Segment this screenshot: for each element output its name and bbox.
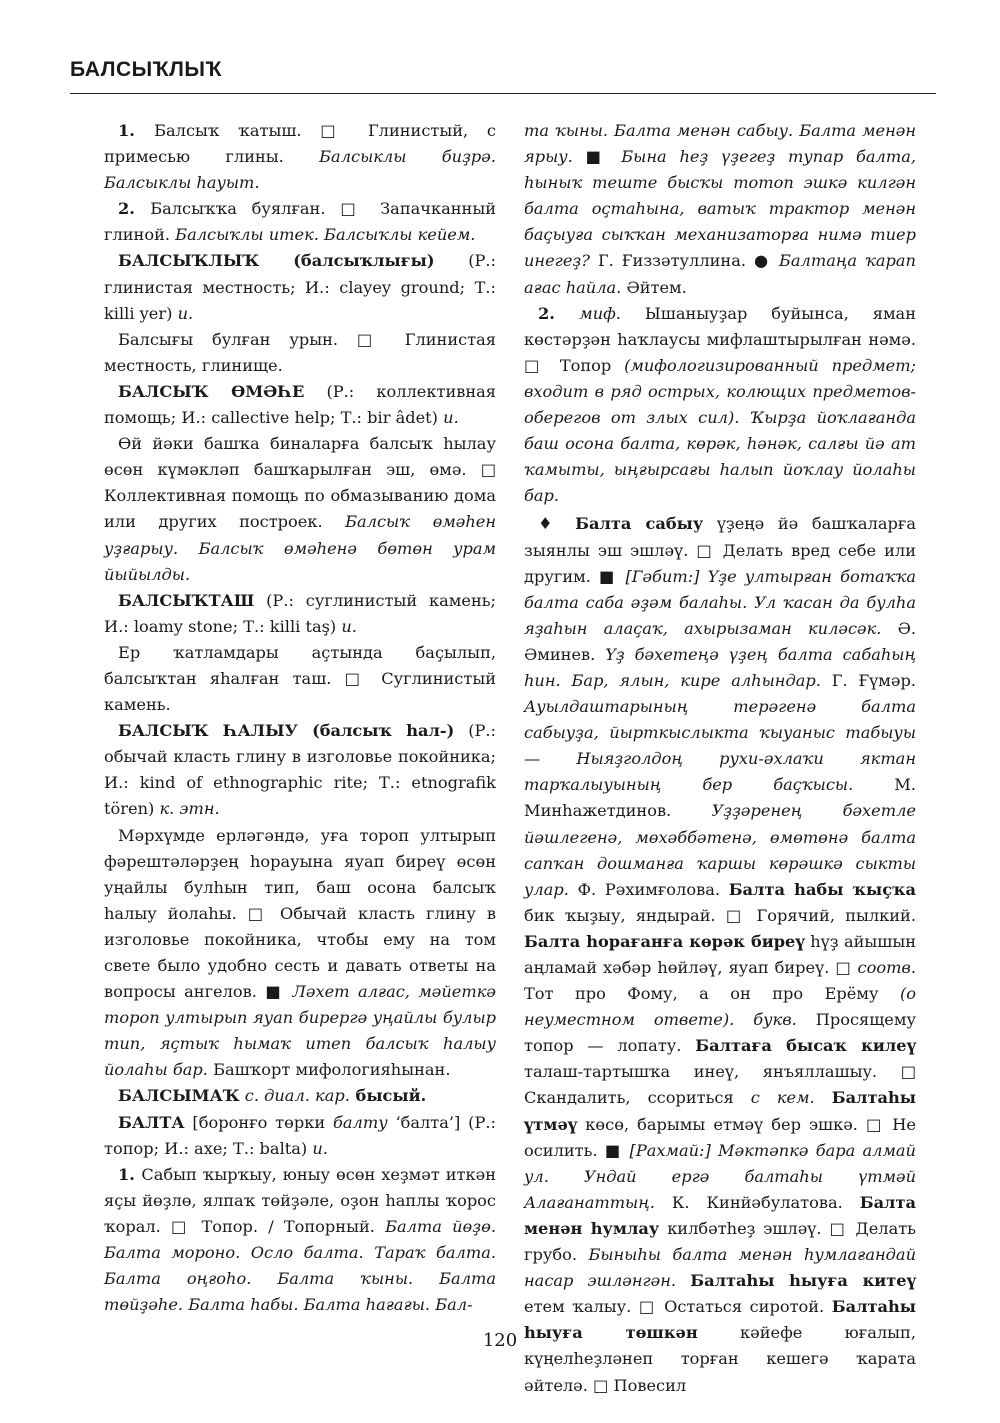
body-text: һүҙ айышын аңламай хәбәр һөйләү, яуап биреү. □ — [524, 931, 917, 977]
dictionary-paragraph — [104, 248, 496, 326]
headword-text: БАЛТА — [118, 1112, 185, 1132]
body-text: Әйтем. — [621, 277, 687, 297]
italic-text: Ләхет алғас, мәйеткә тороп ултырып яуап бирергә уңайлы булыр тип, яҫтыҡ һымаҡ итеп балсыҡ һалыу йолаһы бар. — [104, 982, 496, 1080]
body-text — [676, 1271, 690, 1290]
header-rule — [70, 93, 936, 94]
italic-text: с кем. — [750, 1088, 815, 1108]
dictionary-paragraph — [104, 379, 496, 431]
body-text: (Р.: обычай класть глину в изголовье покойника; И.: kind of ethnographic rite; Т.: etnografik tören) — [104, 721, 496, 819]
dictionary-paragraph — [104, 118, 496, 196]
body-text: Балсығы булған урын. □ Глинистая местность, глинище. — [104, 329, 496, 375]
italic-text: [Рахмай:] Мәктәпкә бара алмай ул. Ундай ергә балтаһы үтмәй Алағанаттың. — [524, 1140, 916, 1212]
body-text: Г. Ғиззәтуллина. ● — [589, 251, 780, 271]
headword-text: БАЛСЫҠТАШ — [118, 590, 255, 610]
italic-text: Балсыклы биҙрә. Балсыклы һауыт. — [104, 147, 496, 193]
headword-text: Балтаға бысаҡ килеү — [695, 1036, 917, 1056]
body-text: ‘балта’] (Р.: топор; И.: axe; Т.: balta) — [104, 1112, 496, 1158]
italic-text: Уҙҙәренең бәхетле йәшлегенә, мөхәббәтенә, өмөтөнә балта сапҡан дошманға ҡаршы көрәшкә сыкты улар. — [524, 801, 916, 899]
italic-text: [Гәбит:] Үҙе ултырған ботаҡҡа балта саба әҙәм балаһы. Ул ҡасан да булһа яҙаһын алаҫаҡ, ахырызаман киләсәк. — [524, 566, 917, 638]
body-text: (Р.: суглинистый камень; И.: loamy stone; Т.: killi taş) — [104, 590, 496, 636]
body-text: бик ҡыҙыу, яндырай. □ Горячий, пылкий. — [524, 905, 916, 925]
body-text: Ышаныуҙар буйынса, яман көстәрҙән һаҡлаусы мифлаштырылған нәмә. □ Топор — [524, 303, 916, 375]
page-number: 120 — [482, 1330, 518, 1351]
headword-text: ♦ Балта сабыу — [538, 514, 704, 534]
right-column — [524, 118, 916, 1399]
italic-text: миф. — [579, 303, 621, 323]
left-column — [104, 118, 496, 1318]
headword-text: БАЛСЫҠЛЫҠ (балсыҡлығы) — [118, 251, 435, 271]
italic-text: и. — [443, 408, 459, 428]
dictionary-paragraph — [104, 1162, 496, 1319]
dictionary-paragraph — [104, 1110, 496, 1162]
body-text: үҙеңә йә башҡаларға зыянлы эш эшләү. □ Делать вред себе или другим. ■ — [524, 514, 916, 586]
headword-text: БАЛСЫМАҠ — [118, 1086, 240, 1106]
body-text: М. Минһажетдинов. — [524, 775, 916, 821]
body-text: Өй йәки башҡа биналарға балсыҡ һылау өсөн күмәкләп башҡарылған эш, өмә. □ Коллективная помощь по обмазыванию дома или других построек. — [104, 434, 496, 532]
body-text: Балсыҡҡа буялған. □ Запачканный глиной. — [104, 199, 496, 245]
headword-text: БАЛСЫҠ ӨМӘҺЕ — [118, 381, 305, 401]
italic-text: и. — [312, 1138, 328, 1158]
body-text: Ер ҡатламдары аҫтында баҫылып, балсыҡтан яһалған таш. □ Суглинистый камень. — [104, 642, 496, 715]
body-text: талаш-тартышҡа инеү, янъяллашыу. □ Скандалить, ссориться — [524, 1062, 916, 1108]
headword-text: Балта һорағанға көрәк биреү — [524, 931, 805, 951]
body-text: Мәрхүмде ерләгәндә, уға тороп ултырып фәрештәләрҙең һорауына яуап биреү өсөн уңайлы булһын тип, баш осона балсыҡ һалыу йолаһы. □ Обычай класть глину в изголовье покойника, чтобы ему на том свете было удобно сесть и давать ответы на вопросы ангелов. ■ — [104, 825, 496, 1002]
body-text: Башҡорт мифологияһынан. — [207, 1060, 451, 1080]
body-text — [815, 1088, 832, 1107]
dictionary-paragraph — [104, 1083, 496, 1109]
italic-text: Ауылдаштарының терәгенә балта сабыуҙа, йырткыслыкта ҡыуаныс табыуы — Ныяҙголдоң рухи-әхлаҡи яктан тарҡалыуының бер баҫҡысы. — [524, 697, 916, 795]
headword-text: Балта менән һумлау — [524, 1192, 916, 1238]
dictionary-paragraph — [524, 118, 916, 301]
body-text: К. Кинйәбулатова. — [654, 1192, 860, 1212]
italic-text: к. этн. — [159, 799, 220, 819]
headword-text: 1. — [118, 1164, 142, 1184]
headword-text: 2. — [118, 199, 151, 219]
italic-text: с. диал. кар. — [239, 1086, 350, 1106]
italic-text: (о неуместном ответе). букв. — [524, 984, 916, 1030]
headword-text: Балта һабы ҡыҫҡа — [728, 879, 916, 899]
body-text: килбәтһеҙ эшләү. □ Делать грубо. — [524, 1218, 916, 1265]
headword-text: Балтаһы һыуға төшкән — [524, 1297, 916, 1343]
body-text: көсө, барымы етмәү бер эшкә. □ Не осилить. ■ — [524, 1114, 916, 1160]
dictionary-paragraph — [524, 511, 916, 1398]
italic-text: Бына һеҙ үҙегеҙ тупар балта, һыныҡ теште бысҡы тотоп эшкә килгән балта оҫтаһына, ватыҡ трактор менән баҫыуға сыҡҡан механизаторға нимә тиер инегеҙ? — [524, 147, 916, 271]
headword-text: 2. — [538, 303, 580, 323]
italic-text: и. — [177, 303, 194, 323]
italic-text: соотв. — [857, 958, 916, 977]
headword-text: БАЛСЫҠ ҺАЛЫУ (балсыҡ һал-) — [118, 721, 455, 741]
headword-text: Балтаһы һыуға китеү — [690, 1271, 916, 1291]
italic-text: Балсыҡлы итек. Балсыҡлы кейем. — [175, 225, 476, 245]
dictionary-paragraph — [104, 640, 496, 718]
body-text: Балсыҡ ҡатыш. □ Глинистый, с примесью глины. — [104, 121, 496, 167]
body-text: Сабып ҡырҡыу, юныу өсөн хеҙмәт иткән яҫы йөҙлө, ялпаҡ төйҙәле, оҙон һаплы ҡорос ҡорал. □ Топор. / Топорный. — [104, 1164, 496, 1236]
italic-text: Үҙ бәхетеңә үҙең балта сабаһың һин. Бар, ялын, кире алһындар. — [524, 644, 916, 690]
headword-text: Балтаһы үтмәү — [524, 1088, 916, 1134]
headword-text: 1. — [118, 121, 155, 140]
italic-text: Быныһы балта менән һумлағандай насар эшләнгән. — [524, 1245, 916, 1291]
body-text: кәйефе юғалып, күңелһеҙләнеп торған кешегә ҡарата әйтелә. □ Повесил — [524, 1323, 916, 1395]
body-text: Г. Ғүмәр. — [820, 670, 916, 690]
italic-text: и. — [341, 616, 357, 636]
body-text: ■ — [572, 147, 622, 167]
dictionary-paragraph — [104, 327, 496, 379]
dictionary-paragraph — [104, 718, 496, 822]
italic-text: Балсыҡ өмәһен уҙғарыу. Балсыҡ өмәһенә бөтөн урам йыйылды. — [104, 512, 496, 584]
italic-text: балту — [333, 1112, 388, 1132]
body-text: етем ҡалыу. □ Остаться сиротой. — [524, 1297, 832, 1317]
body-text: (Р.: коллективная помощь; И.: callective help; Т.: bir âdet) — [104, 381, 496, 428]
dictionary-paragraph — [104, 196, 496, 248]
body-text: Тот про Фому, а он про Ерёму — [524, 984, 900, 1004]
body-text: Ә. Әминев. — [524, 618, 916, 664]
dictionary-paragraph — [104, 588, 496, 640]
body-text: [боронғо төрки — [184, 1112, 334, 1132]
italic-text: Балта йөҙө. Балта мороно. Осло балта. Тараҡ балта. Балта оңғоһо. Балта ҡыны. Балта төйҙәһе. Балта һабы. Балта һағағы. Бал- — [104, 1216, 496, 1315]
headword-text: бысый. — [349, 1086, 427, 1106]
body-text: (Р.: глинистая местность; И.: clayey ground; Т.: killi yer) — [104, 251, 496, 323]
dictionary-paragraph — [104, 823, 496, 1084]
italic-text: (мифологизированный предмет; входит в ряд острых, колющих предметов-оберегов от злых сил). Ҡырҙа йоҡлағанда баш осона балта, көрәк, һәнәк, салғы йә ат ҡамыты, ыңғырсағы һалып йоҡлау йолаһы бар. — [524, 355, 917, 506]
italic-text: Балтаңа ҡарап ағас һайла. — [524, 251, 916, 297]
dictionary-paragraph — [104, 431, 496, 588]
body-text: Ф. Рәхимғолова. — [568, 879, 729, 899]
running-head: БАЛСЫҠЛЫҠ — [70, 58, 222, 81]
italic-text: та ҡыны. Балта менән сабыу. Балта менән ярыу. — [524, 121, 916, 167]
body-text: Просящему топор — лопату. — [524, 1010, 916, 1056]
dictionary-paragraph — [524, 301, 916, 510]
